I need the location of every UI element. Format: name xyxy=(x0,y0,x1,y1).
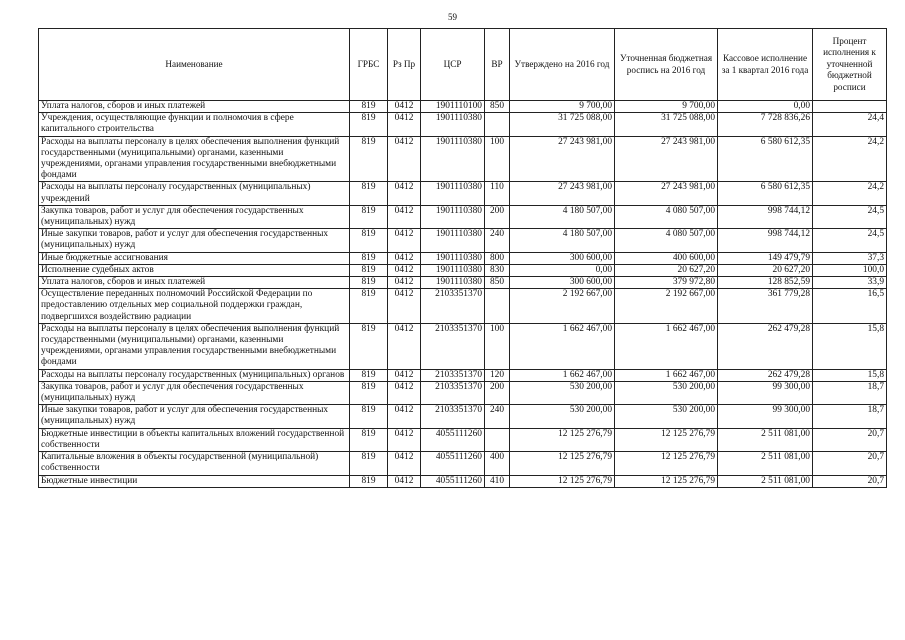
cell-grbs: 819 xyxy=(350,369,388,381)
cell-percent: 24,2 xyxy=(813,182,887,205)
cell-cash: 99 300,00 xyxy=(718,381,813,404)
cell-vr: 200 xyxy=(485,381,510,404)
cell-vr xyxy=(485,113,510,136)
cell-grbs: 819 xyxy=(350,405,388,428)
cell-name: Капитальные вложения в объекты государственной (муниципальной) собственности xyxy=(39,452,350,475)
table-row xyxy=(39,101,887,113)
cell-refined: 530 200,00 xyxy=(615,405,718,428)
cell-vr: 110 xyxy=(485,182,510,205)
cell-cash: 149 479,79 xyxy=(718,252,813,264)
cell-cash: 998 744,12 xyxy=(718,205,813,228)
cell-name: Иные закупки товаров, работ и услуг для обеспечения государственных (муниципальных) нужд xyxy=(39,405,350,428)
cell-percent: 15,8 xyxy=(813,323,887,369)
budget-execution-table xyxy=(38,28,887,488)
cell-approved: 12 125 276,79 xyxy=(510,452,615,475)
cell-vr xyxy=(485,428,510,451)
header-percent: Процент исполнения к уточненной бюджетной росписи xyxy=(813,29,887,101)
cell-csr: 1901110380 xyxy=(421,264,485,276)
cell-refined: 4 080 507,00 xyxy=(615,205,718,228)
cell-refined: 530 200,00 xyxy=(615,381,718,404)
cell-rzpr: 0412 xyxy=(388,323,421,369)
cell-refined: 400 600,00 xyxy=(615,252,718,264)
table-row xyxy=(39,182,887,205)
cell-rzpr: 0412 xyxy=(388,136,421,182)
cell-rzpr: 0412 xyxy=(388,101,421,113)
cell-cash: 128 852,59 xyxy=(718,277,813,289)
cell-name: Закупка товаров, работ и услуг для обеспечения государственных (муниципальных) нужд xyxy=(39,205,350,228)
cell-vr: 120 xyxy=(485,369,510,381)
cell-refined: 4 080 507,00 xyxy=(615,229,718,252)
table-row xyxy=(39,405,887,428)
table-row xyxy=(39,113,887,136)
cell-vr: 100 xyxy=(485,323,510,369)
cell-cash: 20 627,20 xyxy=(718,264,813,276)
cell-name: Расходы на выплаты персоналу в целях обеспечения выполнения функций государственными (муниципальными) органами, казенными учреждениями, органами управления государственными внебюджетными фондами xyxy=(39,323,350,369)
cell-approved: 300 600,00 xyxy=(510,277,615,289)
header-approved: Утверждено на 2016 год xyxy=(510,29,615,101)
cell-grbs: 819 xyxy=(350,277,388,289)
cell-csr: 1901110380 xyxy=(421,182,485,205)
cell-percent: 18,7 xyxy=(813,381,887,404)
page-number: 59 xyxy=(448,12,457,22)
cell-percent: 24,5 xyxy=(813,229,887,252)
table-body xyxy=(39,101,887,488)
cell-cash: 99 300,00 xyxy=(718,405,813,428)
cell-grbs: 819 xyxy=(350,252,388,264)
cell-name: Осуществление переданных полномочий Российской Федерации по предоставлению отдельных мер социальной поддержки граждан, подвергшихся воздействию радиации xyxy=(39,289,350,324)
cell-grbs: 819 xyxy=(350,136,388,182)
table-row xyxy=(39,229,887,252)
cell-vr: 400 xyxy=(485,452,510,475)
cell-name: Расходы на выплаты персоналу государственных (муниципальных) органов xyxy=(39,369,350,381)
cell-cash: 6 580 612,35 xyxy=(718,136,813,182)
cell-percent: 20,7 xyxy=(813,475,887,487)
cell-cash: 6 580 612,35 xyxy=(718,182,813,205)
cell-csr: 1901110380 xyxy=(421,113,485,136)
cell-csr: 1901110380 xyxy=(421,252,485,264)
cell-refined: 31 725 088,00 xyxy=(615,113,718,136)
cell-cash: 2 511 081,00 xyxy=(718,475,813,487)
cell-cash: 0,00 xyxy=(718,101,813,113)
cell-rzpr: 0412 xyxy=(388,381,421,404)
cell-approved: 9 700,00 xyxy=(510,101,615,113)
cell-name: Иные закупки товаров, работ и услуг для обеспечения государственных (муниципальных) нужд xyxy=(39,229,350,252)
cell-refined: 9 700,00 xyxy=(615,101,718,113)
cell-approved: 31 725 088,00 xyxy=(510,113,615,136)
cell-csr: 1901110380 xyxy=(421,277,485,289)
cell-cash: 2 511 081,00 xyxy=(718,428,813,451)
cell-rzpr: 0412 xyxy=(388,452,421,475)
cell-approved: 2 192 667,00 xyxy=(510,289,615,324)
cell-percent: 24,4 xyxy=(813,113,887,136)
cell-rzpr: 0412 xyxy=(388,428,421,451)
cell-name: Расходы на выплаты персоналу в целях обеспечения выполнения функций государственными (муниципальными) органами, казенными учреждениями, органами управления государственными внебюджетными фондами xyxy=(39,136,350,182)
cell-approved: 530 200,00 xyxy=(510,405,615,428)
cell-approved: 300 600,00 xyxy=(510,252,615,264)
cell-vr: 830 xyxy=(485,264,510,276)
cell-csr: 4055111260 xyxy=(421,475,485,487)
cell-vr: 850 xyxy=(485,277,510,289)
cell-percent xyxy=(813,101,887,113)
cell-cash: 2 511 081,00 xyxy=(718,452,813,475)
cell-grbs: 819 xyxy=(350,101,388,113)
cell-rzpr: 0412 xyxy=(388,252,421,264)
cell-grbs: 819 xyxy=(350,475,388,487)
cell-refined: 12 125 276,79 xyxy=(615,475,718,487)
cell-name: Уплата налогов, сборов и иных платежей xyxy=(39,101,350,113)
cell-approved: 12 125 276,79 xyxy=(510,428,615,451)
cell-name: Расходы на выплаты персоналу государственных (муниципальных) учреждений xyxy=(39,182,350,205)
cell-csr: 2103351370 xyxy=(421,323,485,369)
cell-refined: 379 972,80 xyxy=(615,277,718,289)
table-row xyxy=(39,136,887,182)
cell-grbs: 819 xyxy=(350,264,388,276)
cell-grbs: 819 xyxy=(350,289,388,324)
cell-refined: 27 243 981,00 xyxy=(615,136,718,182)
cell-csr: 2103351370 xyxy=(421,369,485,381)
table-row xyxy=(39,277,887,289)
table-row xyxy=(39,381,887,404)
table-row xyxy=(39,205,887,228)
header-grbs: ГРБС xyxy=(350,29,388,101)
cell-csr: 2103351370 xyxy=(421,405,485,428)
cell-approved: 1 662 467,00 xyxy=(510,323,615,369)
table-row xyxy=(39,369,887,381)
cell-cash: 361 779,28 xyxy=(718,289,813,324)
cell-name: Закупка товаров, работ и услуг для обеспечения государственных (муниципальных) нужд xyxy=(39,381,350,404)
cell-refined: 2 192 667,00 xyxy=(615,289,718,324)
cell-vr: 240 xyxy=(485,405,510,428)
cell-percent: 20,7 xyxy=(813,428,887,451)
cell-rzpr: 0412 xyxy=(388,264,421,276)
cell-rzpr: 0412 xyxy=(388,289,421,324)
header-rzpr: Рз Пр xyxy=(388,29,421,101)
header-csr: ЦСР xyxy=(421,29,485,101)
cell-refined: 27 243 981,00 xyxy=(615,182,718,205)
cell-vr: 800 xyxy=(485,252,510,264)
cell-rzpr: 0412 xyxy=(388,182,421,205)
cell-approved: 27 243 981,00 xyxy=(510,136,615,182)
cell-refined: 12 125 276,79 xyxy=(615,428,718,451)
cell-percent: 37,3 xyxy=(813,252,887,264)
cell-vr xyxy=(485,289,510,324)
cell-vr: 410 xyxy=(485,475,510,487)
cell-csr: 4055111260 xyxy=(421,428,485,451)
cell-rzpr: 0412 xyxy=(388,229,421,252)
cell-name: Исполнение судебных актов xyxy=(39,264,350,276)
cell-approved: 12 125 276,79 xyxy=(510,475,615,487)
cell-rzpr: 0412 xyxy=(388,475,421,487)
cell-name: Иные бюджетные ассигнования xyxy=(39,252,350,264)
cell-csr: 1901110380 xyxy=(421,229,485,252)
cell-rzpr: 0412 xyxy=(388,369,421,381)
cell-vr: 200 xyxy=(485,205,510,228)
table-row xyxy=(39,428,887,451)
cell-vr: 100 xyxy=(485,136,510,182)
table-row xyxy=(39,323,887,369)
cell-approved: 4 180 507,00 xyxy=(510,205,615,228)
cell-csr: 2103351370 xyxy=(421,381,485,404)
cell-percent: 100,0 xyxy=(813,264,887,276)
cell-csr: 4055111260 xyxy=(421,452,485,475)
cell-approved: 0,00 xyxy=(510,264,615,276)
cell-refined: 20 627,20 xyxy=(615,264,718,276)
cell-cash: 7 728 836,26 xyxy=(718,113,813,136)
cell-grbs: 819 xyxy=(350,323,388,369)
cell-percent: 24,2 xyxy=(813,136,887,182)
cell-csr: 1901110380 xyxy=(421,136,485,182)
cell-grbs: 819 xyxy=(350,452,388,475)
table-row xyxy=(39,475,887,487)
cell-grbs: 819 xyxy=(350,205,388,228)
cell-cash: 262 479,28 xyxy=(718,323,813,369)
cell-name: Уплата налогов, сборов и иных платежей xyxy=(39,277,350,289)
cell-csr: 1901110100 xyxy=(421,101,485,113)
cell-percent: 20,7 xyxy=(813,452,887,475)
cell-refined: 1 662 467,00 xyxy=(615,369,718,381)
cell-rzpr: 0412 xyxy=(388,205,421,228)
cell-vr: 240 xyxy=(485,229,510,252)
cell-approved: 27 243 981,00 xyxy=(510,182,615,205)
cell-percent: 24,5 xyxy=(813,205,887,228)
cell-percent: 16,5 xyxy=(813,289,887,324)
cell-refined: 1 662 467,00 xyxy=(615,323,718,369)
cell-grbs: 819 xyxy=(350,381,388,404)
cell-percent: 15,8 xyxy=(813,369,887,381)
table-header-row xyxy=(39,29,887,101)
table-row xyxy=(39,452,887,475)
cell-cash: 262 479,28 xyxy=(718,369,813,381)
cell-approved: 530 200,00 xyxy=(510,381,615,404)
cell-name: Учреждения, осуществляющие функции и полномочия в сфере капитального строительства xyxy=(39,113,350,136)
cell-grbs: 819 xyxy=(350,428,388,451)
cell-approved: 1 662 467,00 xyxy=(510,369,615,381)
cell-percent: 33,9 xyxy=(813,277,887,289)
table-row xyxy=(39,289,887,324)
cell-percent: 18,7 xyxy=(813,405,887,428)
table-row xyxy=(39,264,887,276)
cell-approved: 4 180 507,00 xyxy=(510,229,615,252)
header-name: Наименование xyxy=(39,29,350,101)
cell-name: Бюджетные инвестиции xyxy=(39,475,350,487)
cell-rzpr: 0412 xyxy=(388,277,421,289)
cell-refined: 12 125 276,79 xyxy=(615,452,718,475)
cell-grbs: 819 xyxy=(350,113,388,136)
cell-rzpr: 0412 xyxy=(388,405,421,428)
table-row xyxy=(39,252,887,264)
header-cash: Кассовое исполнение за 1 квартал 2016 года xyxy=(718,29,813,101)
cell-grbs: 819 xyxy=(350,182,388,205)
cell-csr: 1901110380 xyxy=(421,205,485,228)
cell-rzpr: 0412 xyxy=(388,113,421,136)
cell-cash: 998 744,12 xyxy=(718,229,813,252)
header-vr: ВР xyxy=(485,29,510,101)
cell-grbs: 819 xyxy=(350,229,388,252)
cell-csr: 2103351370 xyxy=(421,289,485,324)
header-refined: Уточненная бюджетная роспись на 2016 год xyxy=(615,29,718,101)
cell-name: Бюджетные инвестиции в объекты капитальных вложений государственной собственности xyxy=(39,428,350,451)
cell-vr: 850 xyxy=(485,101,510,113)
